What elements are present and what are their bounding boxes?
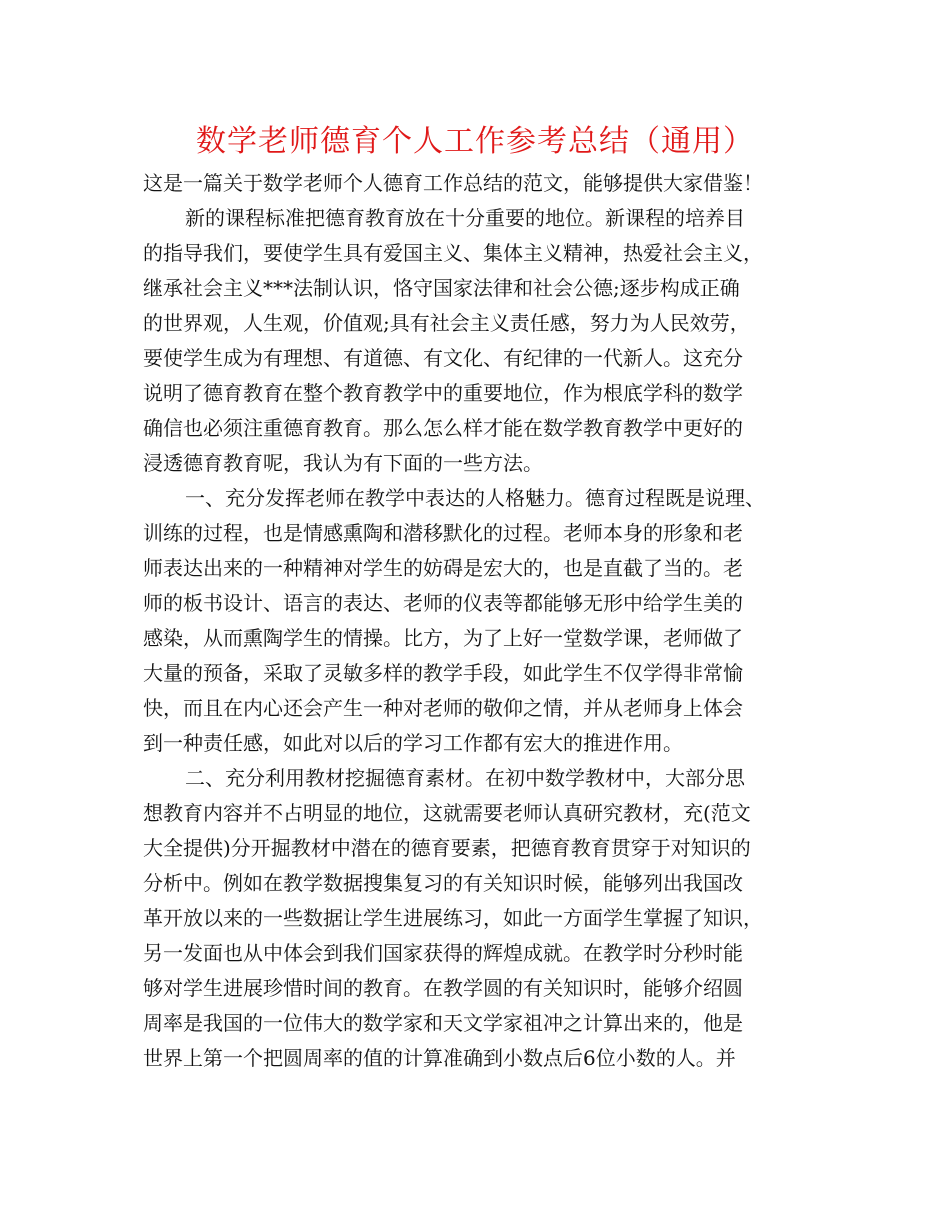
text-line: 感染，从而熏陶学生的情操。比方，为了上好一堂数学课，老师做了 <box>143 626 743 650</box>
text-line: 的世界观，人生观，价值观;具有社会主义责任感，努力为人民效劳， <box>143 311 750 335</box>
text-line: 说明了德育教育在整个教育教学中的重要地位，作为根底学科的数学 <box>143 381 743 405</box>
text-line: 周率是我国的一位伟大的数学家和天文学家祖冲之计算出来的，他是 <box>143 1011 743 1035</box>
intro-line: 这是一篇关于数学老师个人德育工作总结的范文，能够提供大家借鉴！ <box>143 171 763 195</box>
text-line: 革开放以来的一些数据让学生进展练习，如此一方面学生掌握了知识， <box>143 906 763 930</box>
text-line: 训练的过程，也是情感熏陶和潜移默化的过程。老师本身的形象和老 <box>143 521 743 545</box>
paragraph-1 <box>143 201 815 481</box>
text-line: 一、充分发挥老师在教学中表达的人格魅力。德育过程既是说理、 <box>185 486 765 510</box>
text-line: 继承社会主义***法制认识，恪守国家法律和社会公德;逐步构成正确 <box>143 276 740 300</box>
text-line: 师表达出来的一种精神对学生的妨碍是宏大的，也是直截了当的。老 <box>143 556 743 580</box>
text-line: 的指导我们，要使学生具有爱国主义、集体主义精神，热爱社会主义， <box>143 241 763 265</box>
text-line: 到一种责任感，如此对以后的学习工作都有宏大的推进作用。 <box>143 731 683 755</box>
text-line: 要使学生成为有理想、有道德、有文化、有纪律的一代新人。这充分 <box>143 346 743 370</box>
document-body <box>143 166 815 1076</box>
text-line: 分析中。例如在教学数据搜集复习的有关知识时候，能够列出我国改 <box>143 871 743 895</box>
text-line: 师的板书设计、语言的表达、老师的仪表等都能够无形中给学生美的 <box>143 591 743 615</box>
paragraph-3 <box>143 761 815 1076</box>
text-line: 世界上第一个把圆周率的值的计算准确到小数点后6位小数的人。并 <box>143 1046 736 1070</box>
text-line: 大量的预备，采取了灵敏多样的教学手段，如此学生不仅学得非常愉 <box>143 661 743 685</box>
text-line: 想教育内容并不占明显的地位，这就需要老师认真研究教材，充(范文 <box>143 801 751 825</box>
text-line: 新的课程标准把德育教育放在十分重要的地位。新课程的培养目 <box>185 206 745 230</box>
text-line: 快，而且在内心还会产生一种对老师的敬仰之情，并从老师身上体会 <box>143 696 743 720</box>
paragraph-2 <box>143 481 815 761</box>
text-line: 另一发面也从中体会到我们国家获得的辉煌成就。在教学时分秒时能 <box>143 941 743 965</box>
text-line: 浸透德育教育呢，我认为有下面的一些方法。 <box>143 451 543 475</box>
text-line: 大全提供)分开掘教材中潜在的德育要素，把德育教育贯穿于对知识的 <box>143 836 751 860</box>
text-line: 够对学生进展珍惜时间的教育。在教学圆的有关知识时，能够介绍圆 <box>143 976 743 1000</box>
text-line: 确信也必须注重德育教育。那么怎么样才能在数学教育教学中更好的 <box>143 416 743 440</box>
text-line: 二、充分利用教材挖掘德育素材。在初中数学教材中，大部分思 <box>185 766 745 790</box>
document-title: 数学老师德育个人工作参考总结（通用） <box>196 124 754 159</box>
